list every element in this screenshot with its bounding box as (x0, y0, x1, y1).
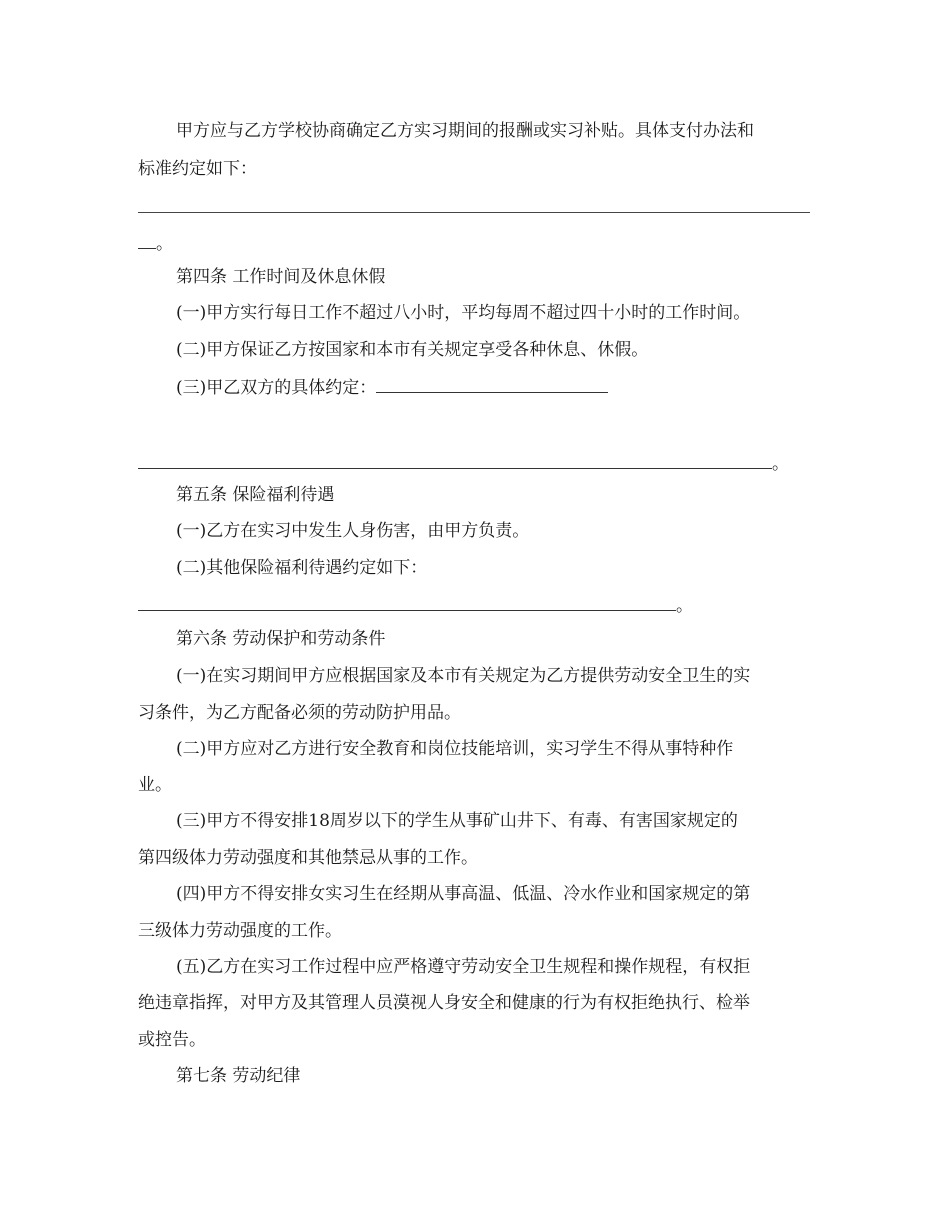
fill-in-blank (138, 594, 676, 611)
clause-text: (三)甲乙双方的具体约定： (176, 378, 377, 398)
article-title: 第七条 劳动纪律 (176, 1066, 301, 1086)
article-title: 第五条 保险福利待遇 (176, 485, 335, 505)
clause-line: (一)甲方实行每日工作不超过八小时，平均每周不超过四十小时的工作时间。 (176, 303, 751, 323)
clause-line (176, 376, 608, 399)
fill-in-blank (138, 232, 156, 249)
fill-in-blank-end (138, 452, 789, 475)
fill-in-blank (376, 376, 608, 393)
fill-in-blank (138, 452, 772, 469)
punctuation: 。 (772, 454, 789, 474)
punctuation: 。 (676, 596, 693, 616)
clause-line: (二)甲方保证乙方按国家和本市有关规定享受各种休息、休假。 (176, 340, 649, 360)
clause-line: (一)在实习期间甲方应根据国家及本市有关规定为乙方提供劳动安全卫生的实 (176, 666, 751, 686)
fill-in-blank-line (138, 212, 810, 213)
clause-line: (五)乙方在实习工作过程中应严格遵守劳动安全卫生规程和操作规程，有权拒 (176, 957, 751, 977)
fill-in-blank-end (138, 232, 173, 255)
paragraph-line: 标准约定如下： (138, 159, 257, 179)
clause-line: (四)甲方不得安排女实习生在经期从事高温、低温、冷水作业和国家规定的第 (176, 884, 751, 904)
clause-line: 绝违章指挥，对甲方及其管理人员漠视人身安全和健康的行为有权拒绝执行、检举 (138, 993, 750, 1013)
clause-line: 第四级体力劳动强度和其他禁忌从事的工作。 (138, 848, 478, 868)
clause-line: (一)乙方在实习中发生人身伤害，由甲方负责。 (176, 521, 530, 541)
article-title: 第四条 工作时间及休息休假 (176, 267, 386, 287)
article-title: 第六条 劳动保护和劳动条件 (176, 629, 386, 649)
punctuation: 。 (156, 234, 173, 254)
clause-line: (二)甲方应对乙方进行安全教育和岗位技能培训，实习学生不得从事特种作 (176, 739, 734, 759)
paragraph-line: 甲方应与乙方学校协商确定乙方实习期间的报酬或实习补贴。具体支付办法和 (176, 121, 754, 141)
clause-line: (二)其他保险福利待遇约定如下： (176, 558, 428, 578)
clause-line: (三)甲方不得安排18周岁以下的学生从事矿山井下、有毒、有害国家规定的 (176, 811, 738, 831)
clause-line: 或控告。 (138, 1030, 206, 1050)
clause-line: 业。 (138, 775, 172, 795)
fill-in-blank-end (138, 594, 693, 617)
clause-line: 习条件，为乙方配备必须的劳动防护用品。 (138, 703, 461, 723)
clause-line: 三级体力劳动强度的工作。 (138, 921, 342, 941)
